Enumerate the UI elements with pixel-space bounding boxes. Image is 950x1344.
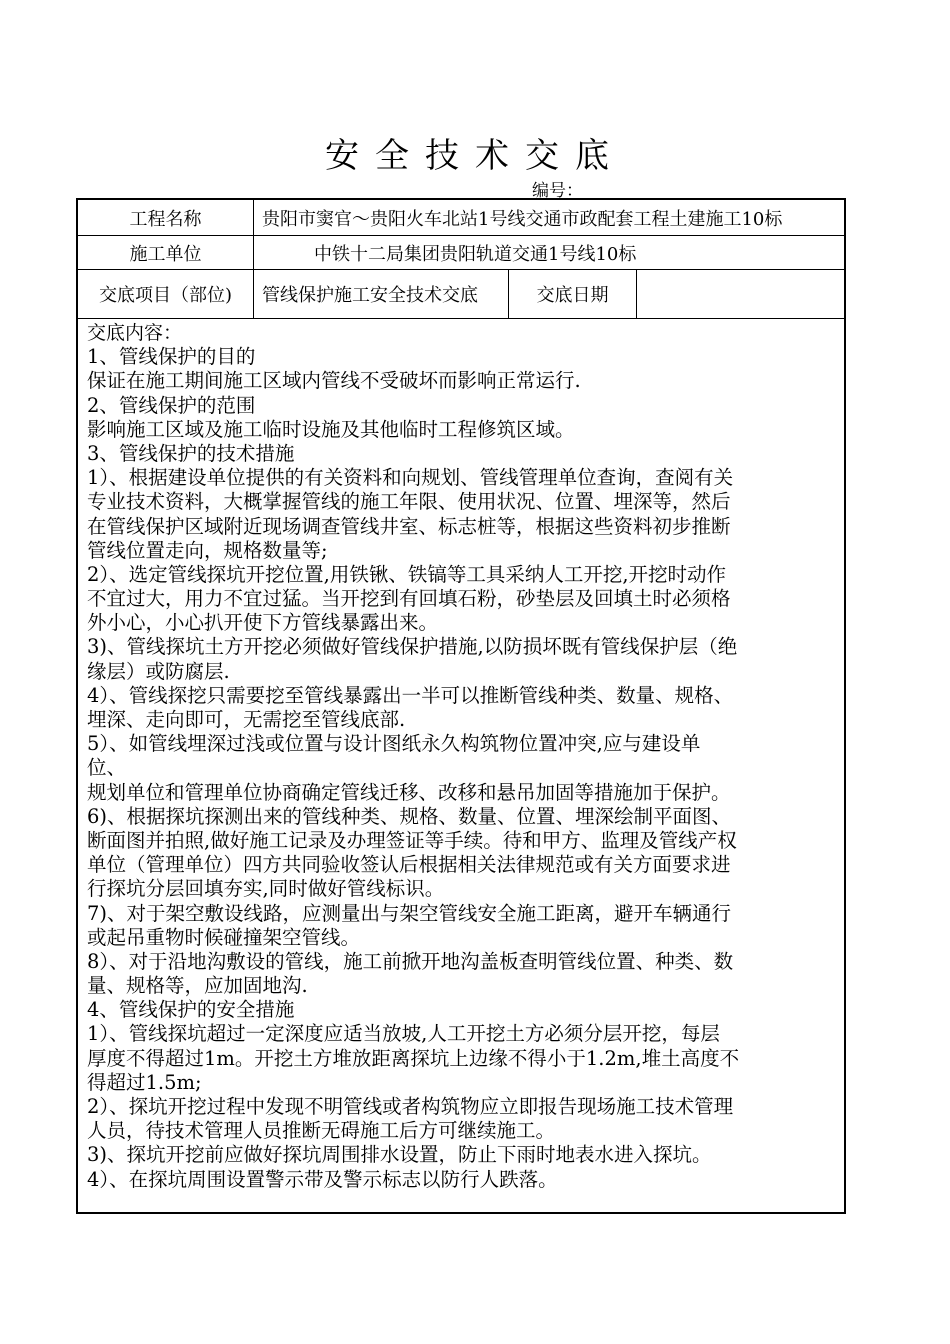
content-line: 在管线保护区域附近现场调查管线井室、标志桩等，根据这些资料初步推断 <box>87 514 731 538</box>
project-name-label: 工程名称 <box>129 208 202 230</box>
content-line: 不宜过大，用力不宜过猛。当开挖到有回填石粉，砂垫层及回填土时必须格 <box>87 587 731 611</box>
disclosure-form <box>76 198 846 1214</box>
content-line: 埋深、走向即可，无需挖至管线底部. <box>87 708 406 731</box>
serial-number-label: 编号： <box>532 181 583 201</box>
content-line: 5）、如管线埋深过浅或位置与设计图纸永久构筑物位置冲突,应与建设单 <box>87 732 701 756</box>
contractor-value: 中铁十二局集团贵阳轨道交通1号线10标 <box>253 236 844 269</box>
disclosure-content <box>78 319 844 1192</box>
content-line: 得超过1.5m; <box>87 1070 202 1094</box>
content-line: 单位（管理单位）四方共同验收签认后根据相关法律规范或有关方面要求进 <box>87 853 731 877</box>
content-line: 规划单位和管理单位协商确定管线迁移、改移和悬吊加固等措施加于保护。 <box>87 780 731 804</box>
content-heading: 交底内容： <box>87 322 183 344</box>
content-line: 人员，待技术管理人员推断无碍施工后方可继续施工。 <box>87 1119 556 1143</box>
content-line: 2）、选定管线探坑开挖位置,用铁锹、铁镐等工具采纳人工开挖,开挖时动作 <box>87 562 727 586</box>
disclosure-item-row <box>78 270 844 319</box>
content-line: 4）、在探坑周围设置警示带及警示标志以防行人跌落。 <box>87 1167 558 1191</box>
content-lines <box>87 345 844 1192</box>
project-name-row <box>78 200 844 236</box>
content-line: 4）、管线探挖只需要挖至管线暴露出一半可以推断管线种类、数量、规格、 <box>87 683 734 707</box>
content-line: 专业技术资料，大概掌握管线的施工年限、使用状况、位置、埋深等，然后 <box>87 490 731 514</box>
contractor-label: 施工单位 <box>129 243 202 265</box>
content-line: 6)、根据探坑探测出来的管线种类、规格、数量、位置、埋深绘制平面图、 <box>87 804 732 828</box>
content-line: 4、管线保护的安全措施 <box>87 998 295 1022</box>
content-line: 2、管线保护的范围 <box>87 393 256 417</box>
content-line: 1）、管线探坑超过一定深度应适当放坡,人工开挖土方必须分层开挖，每层 <box>87 1022 720 1046</box>
disclosure-item-label: 交底项目（部位) <box>98 285 233 306</box>
content-line: 3)、管线探坑土方开挖必须做好管线保护措施,以防损坏既有管线保护层（绝 <box>87 635 738 659</box>
content-line: 3、管线保护的技术措施 <box>87 441 295 465</box>
content-line: 外小心，小心扒开使下方管线暴露出来。 <box>87 611 439 635</box>
disclosure-date-label: 交底日期 <box>508 270 636 318</box>
contractor-row <box>78 236 844 270</box>
content-line: 位、 <box>87 756 127 780</box>
content-line: 1）、根据建设单位提供的有关资料和向规划、管线管理单位查询，查阅有关 <box>87 466 734 490</box>
content-line: 断面图并拍照,做好施工记录及办理签证等手续。待和甲方、监理及管线产权 <box>87 828 737 852</box>
content-line: 2）、探坑开挖过程中发现不明管线或者构筑物应立即报告现场施工技术管理 <box>87 1095 734 1118</box>
disclosure-date-value <box>636 270 844 318</box>
content-line: 行探坑分层回填夯实,同时做好管线标识。 <box>87 877 445 901</box>
document-title: 安全技术交底 <box>325 136 625 176</box>
content-line: 1、管线保护的目的 <box>87 345 256 369</box>
content-line: 或起吊重物时候碰撞架空管线。 <box>87 925 361 949</box>
disclosure-item-value: 管线保护施工安全技术交底 <box>253 270 508 318</box>
content-line: 影响施工区域及施工临时设施及其他临时工程修筑区域。 <box>87 417 575 441</box>
content-line: 8）、对于沿地沟敷设的管线，施工前掀开地沟盖板查明管线位置、种类、数 <box>87 949 734 973</box>
content-line: 量、规格等，应加固地沟. <box>87 974 308 998</box>
content-line: 缘层）或防腐层. <box>87 659 230 683</box>
content-line: 保证在施工期间施工区域内管线不受破坏而影响正常运行. <box>87 369 581 393</box>
content-line: 7)、对于架空敷设线路，应测量出与架空管线安全施工距离，避开车辆通行 <box>87 901 732 925</box>
content-line: 厚度不得超过1m。开挖土方堆放距离探坑上边缘不得小于1.2m,堆土高度不 <box>87 1046 740 1070</box>
content-line: 3)、探坑开挖前应做好探坑周围排水设置，防止下雨时地表水进入探坑。 <box>87 1143 712 1167</box>
content-line: 管线位置走向，规格数量等; <box>87 538 328 562</box>
project-name-value: 贵阳市窦官～贵阳火车北站1号线交通市政配套工程土建施工10标 <box>253 200 844 235</box>
